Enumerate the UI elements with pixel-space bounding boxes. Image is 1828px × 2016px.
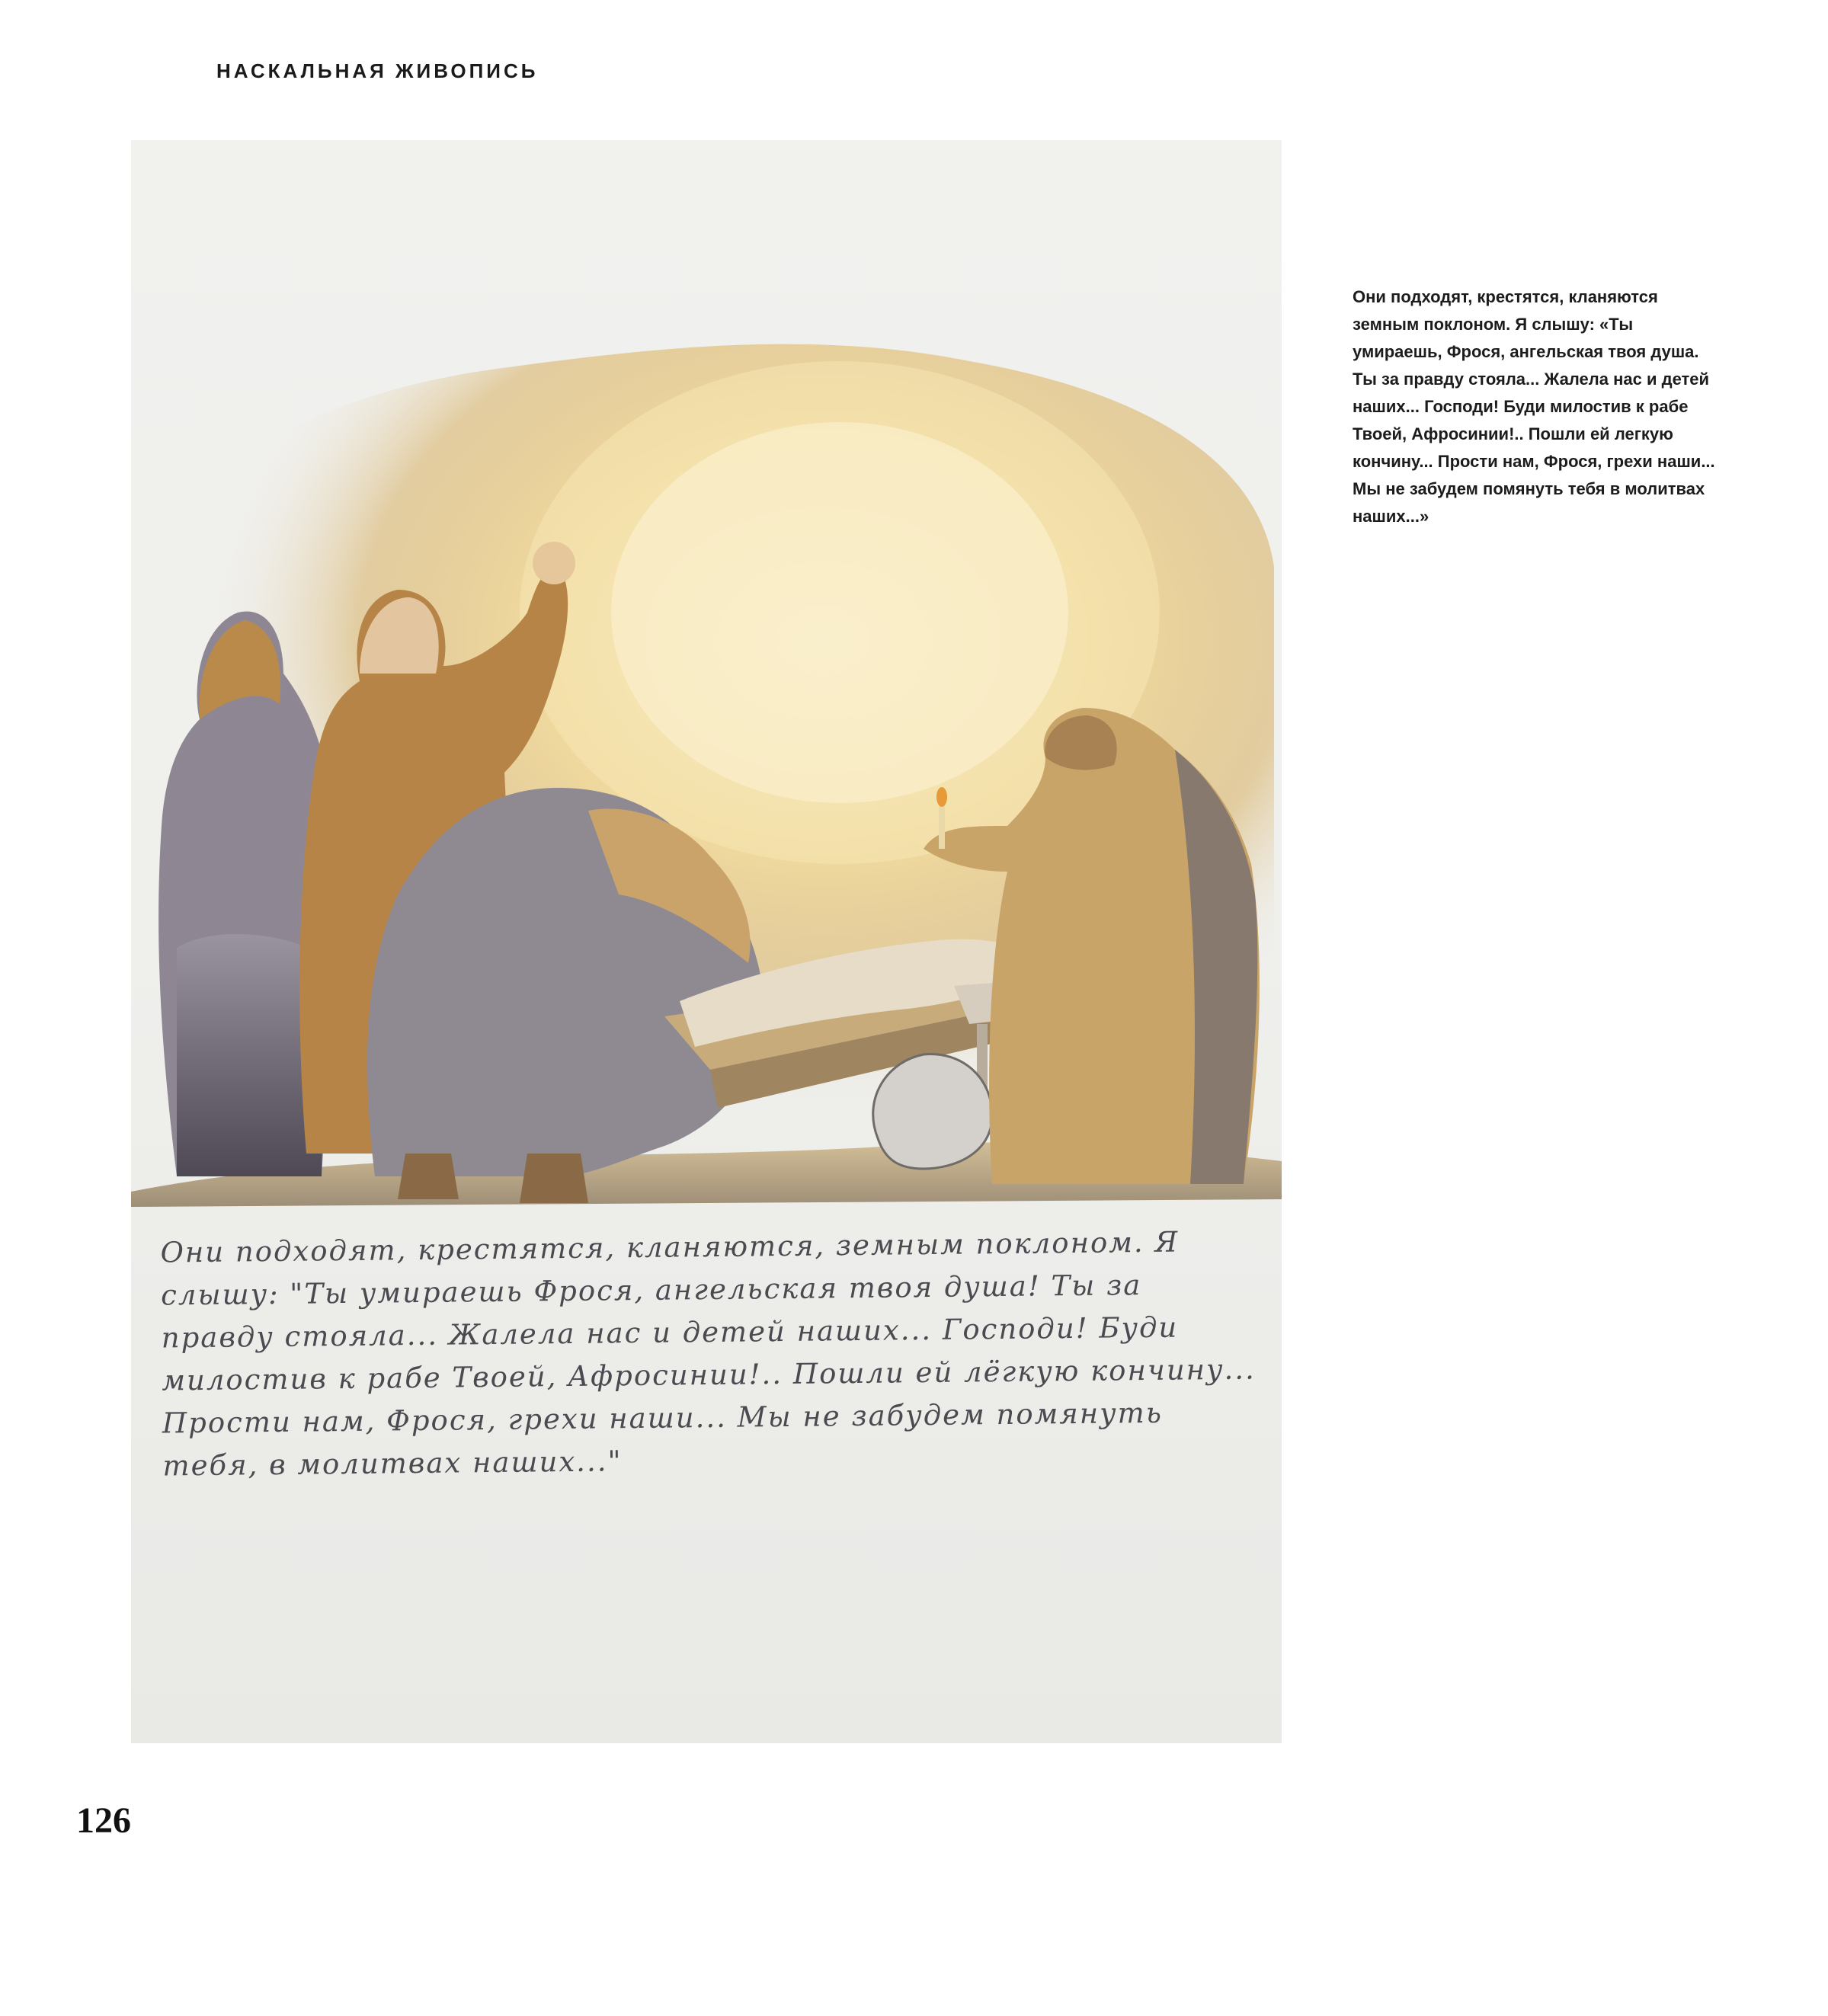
handwritten-caption: Они подходят, крестятся, кланяются, земным поклоном. Я слышу: "Ты умираешь Фрося, ангельская твоя душа! Ты за правду стояла... Жалела нас и детей наших... Господи! Буди милостив к рабе Твоей, Афросинии!.. Пошли ей лёгкую кончину... Прости нам, Фрося, грехи наши... Мы не забудем помянуть тебя, в молитвах наших..." <box>160 1225 1256 1483</box>
illustration-plate <box>131 140 1282 1743</box>
running-head: НАСКАЛЬНАЯ ЖИВОПИСЬ <box>216 59 539 82</box>
watercolor-scene <box>131 140 1282 1743</box>
side-caption: Они подходят, крестятся, кланяются земным поклоном. Я слышу: «Ты умираешь, Фрося, ангельская твоя душа. Ты за правду стояла... Жалела нас и детей наших... Господи! Буди милостив к рабе Твоей, Афросинии!.. Пошли ей легкую кончину... Прости нам, Фрося, грехи наши... Мы не забудем помянуть тебя в молитвах наших...» <box>1353 287 1715 526</box>
bundle <box>873 1054 992 1169</box>
page-number: 126 <box>76 1800 131 1841</box>
